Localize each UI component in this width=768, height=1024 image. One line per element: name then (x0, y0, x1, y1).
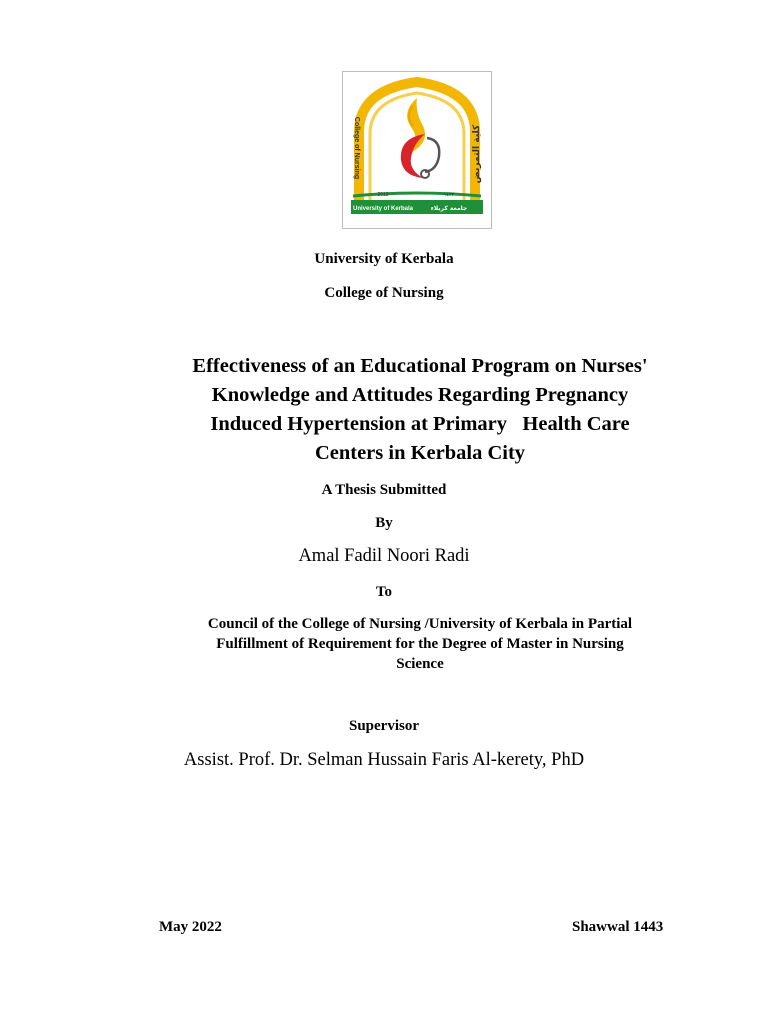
supervisor-label: Supervisor (348, 718, 419, 734)
thesis-title-line: Knowledge and Attitudes Regarding Pregnancy (211, 384, 629, 406)
logo-side-text-left: College of Nursing (353, 116, 360, 180)
author-name: Amal Fadil Noori Radi (298, 546, 470, 566)
supervisor-name: Assist. Prof. Dr. Selman Hussain Faris Al-kerety, PhD (183, 750, 585, 770)
by-label: By (375, 515, 393, 531)
logo-year-left: 2012 (377, 192, 389, 198)
logo-banner-right: جامعة كربلاء (430, 205, 468, 212)
council-line: Fulfillment of Requirement for the Degree of Master in Nursing (216, 636, 624, 652)
thesis-title-line: Centers in Kerbala City (314, 442, 526, 464)
logo-banner-left: University of Kerbala (352, 206, 414, 212)
thesis-title (130, 352, 710, 468)
college-logo (342, 71, 492, 229)
thesis-title-line: Induced Hypertension at Primary Health Care (210, 413, 630, 435)
date-gregorian: May 2022 (159, 919, 222, 935)
thesis-submitted-label: A Thesis Submitted (321, 482, 447, 498)
thesis-title-line: Effectiveness of an Educational Program on Nurses' (192, 355, 648, 377)
date-hijri: Shawwal 1443 (572, 919, 664, 935)
council-statement (140, 614, 700, 674)
college-logo-emblem (343, 72, 491, 228)
university-name: University of Kerbala (314, 251, 454, 267)
council-line: Science (396, 656, 444, 672)
logo-side-text-right: كلية التمريض (472, 124, 482, 184)
college-name: College of Nursing (324, 285, 444, 301)
logo-year-right: ١٤٣٣ (443, 192, 455, 198)
council-line: Council of the College of Nursing /University of Kerbala in Partial (207, 616, 633, 632)
to-label: To (375, 584, 393, 600)
